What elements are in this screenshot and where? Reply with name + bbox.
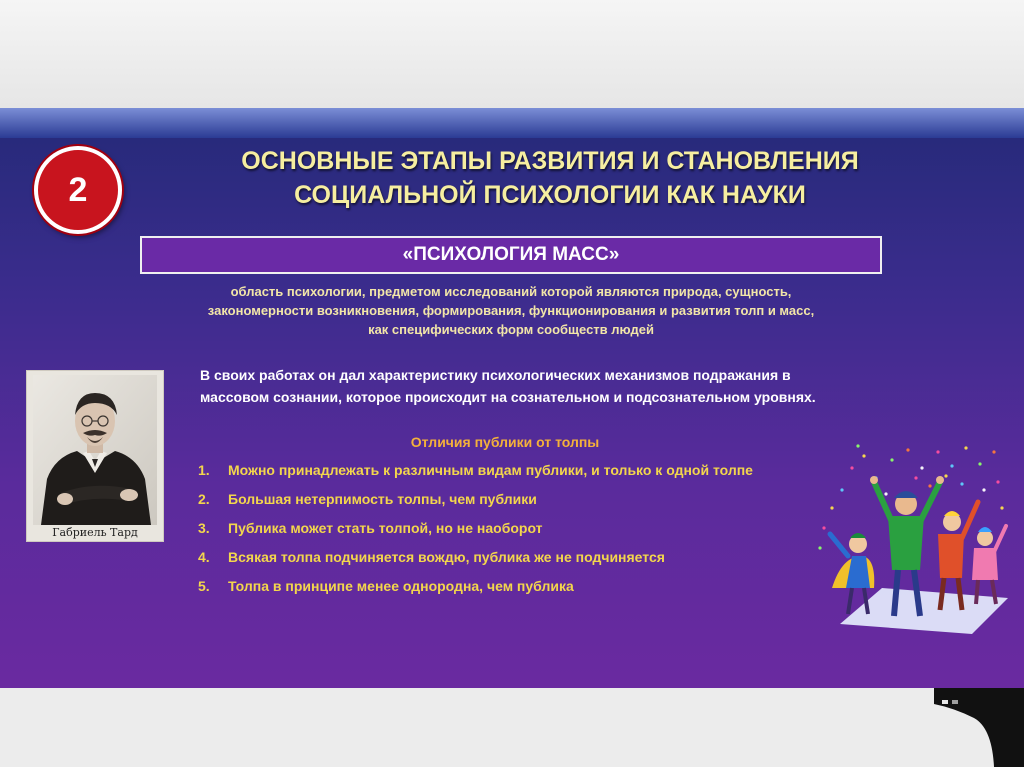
list-item-number: 4. [198, 549, 210, 565]
page-corner-icon [934, 688, 1024, 767]
list-item [198, 577, 778, 596]
number-badge: 2 [34, 146, 122, 234]
list-item-number: 5. [198, 578, 210, 594]
list-item [198, 490, 778, 509]
slide-top-band [0, 108, 1024, 138]
list-item [198, 461, 778, 480]
top-margin [0, 0, 1024, 108]
definition-text [140, 282, 882, 339]
slide-title [150, 144, 950, 212]
list-item-number: 1. [198, 462, 210, 478]
portrait-photo [33, 375, 157, 525]
list-item-text: Толпа в принципе менее однородна, чем публика [228, 578, 574, 594]
intro-line-2: массовом сознании, которое происходит на сознательном и подсознательном уровнях. [200, 389, 816, 405]
list-item [198, 519, 778, 538]
term-box [140, 236, 882, 274]
portrait [26, 370, 164, 542]
list-item [198, 548, 778, 567]
list-item-text: Публика может стать толпой, но не наоборот [228, 520, 543, 536]
term-label: «ПСИХОЛОГИЯ МАСС» [402, 244, 620, 265]
intro-text [200, 364, 960, 408]
list-item-number: 3. [198, 520, 210, 536]
title-line-1: ОСНОВНЫЕ ЭТАПЫ РАЗВИТИЯ И СТАНОВЛЕНИЯ [241, 147, 859, 175]
differences-heading: Отличия публики от толпы [410, 434, 600, 450]
list-item-text: Большая нетерпимость толпы, чем публики [228, 491, 537, 507]
list-item-number: 2. [198, 491, 210, 507]
definition-line-1: область психологии, предметом исследований которой являются природа, сущность, [230, 284, 792, 299]
slide [0, 108, 1024, 688]
crowd-illustration [812, 438, 1012, 638]
differences-list [198, 461, 778, 606]
title-line-2: СОЦИАЛЬНОЙ ПСИХОЛОГИИ КАК НАУКИ [294, 181, 806, 209]
bottom-margin [0, 688, 1024, 767]
list-item-text: Можно принадлежать к различным видам публики, и только к одной толпе [228, 462, 753, 478]
intro-line-1: В своих работах он дал характеристику психологических механизмов подражания в [200, 367, 791, 383]
list-item-text: Всякая толпа подчиняется вождю, публика же не подчиняется [228, 549, 665, 565]
definition-line-2: закономерности возникновения, формирования, функционирования и развития толп и масс, [207, 303, 815, 318]
portrait-caption: Габриель Тард [52, 526, 138, 539]
definition-line-3: как специфических форм сообществ людей [368, 322, 654, 337]
